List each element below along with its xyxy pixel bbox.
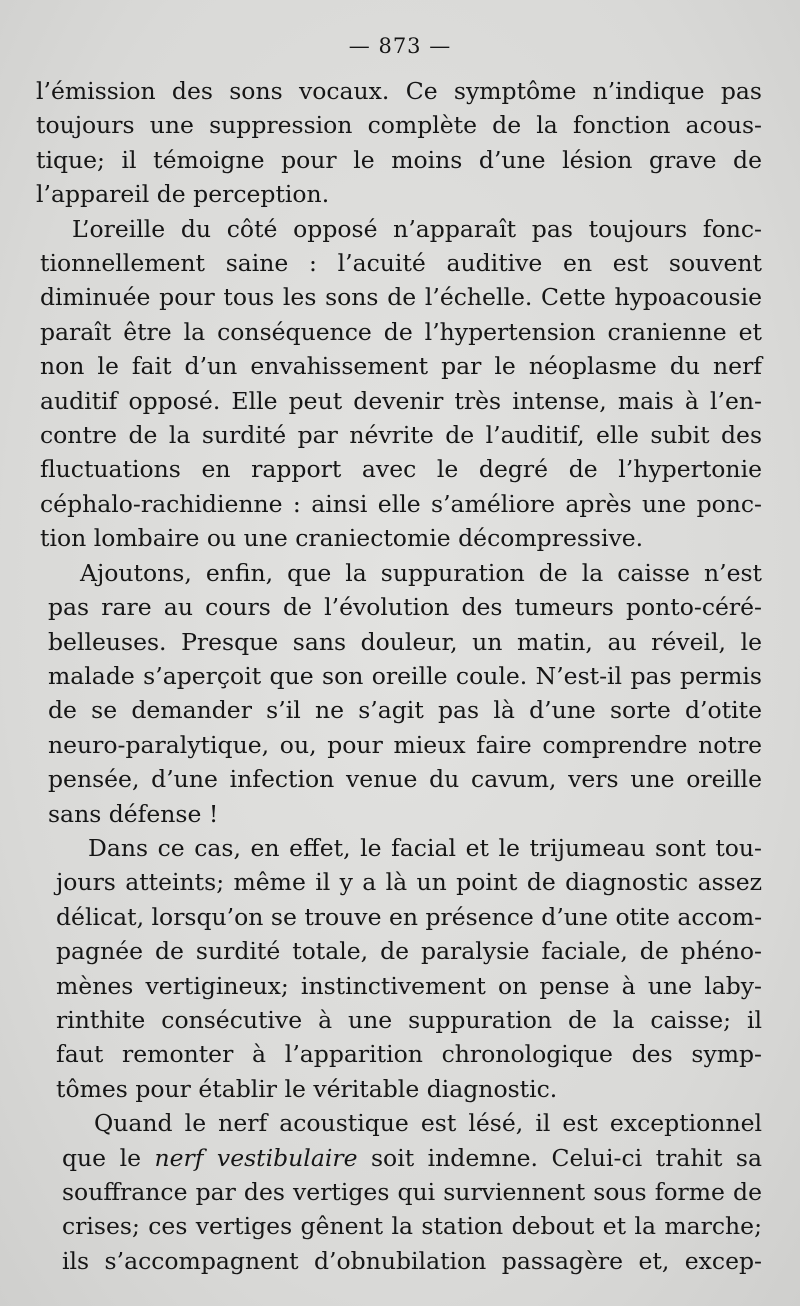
text-run: que le [62, 1143, 155, 1172]
text-line: de se demander s’il ne s’agit pas là d’une sorte d’otite [48, 696, 762, 725]
text-line: tique; il témoigne pour le moins d’une lésion grave de [36, 145, 762, 174]
text-line: rinthite consécutive à une suppuration de la caisse; il [56, 1005, 762, 1034]
text-line: contre de la surdité par névrite de l’auditif, elle subit des [40, 421, 762, 450]
text-line: ils s’accompagnent d’obnubilation passagère et, excep- [62, 1246, 762, 1275]
paragraph-2 [40, 212, 762, 556]
text-line: non le fait d’un envahissement par le néoplasme du nerf [40, 352, 762, 381]
text-line: mènes vertigineux; instinctivement on pense à une laby- [56, 971, 762, 1000]
text-line: Ajoutons, enfin, que la suppuration de la caisse n’est [80, 558, 762, 587]
text-line: jours atteints; même il y a là un point de diagnostic assez [56, 868, 762, 897]
text-line: tion lombaire ou une craniectomie décompressive. [40, 524, 644, 553]
text-line: pas rare au cours de l’évolution des tumeurs ponto-céré- [48, 593, 762, 622]
text-line: souffrance par des vertiges qui surviennent sous forme de [62, 1178, 762, 1206]
italic-term: nerf vestibulaire [154, 1143, 358, 1172]
text-line: Quand le nerf acoustique est lésé, il est exceptionnel [94, 1109, 762, 1138]
text-line: céphalo-rachidienne : ainsi elle s’améliore après une ponc- [40, 489, 762, 518]
text-line: Dans ce cas, en effet, le facial et le trijumeau sont tou- [88, 833, 762, 862]
text-line: neuro-paralytique, ou, pour mieux faire comprendre notre [48, 730, 762, 759]
text-line: pagnée de surdité totale, de paralysie faciale, de phéno- [56, 937, 762, 966]
text-line: l’appareil de perception. [36, 180, 330, 209]
text-line: délicat, lorsqu’on se trouve en présence d’une otite accom- [56, 902, 763, 931]
paragraph-5 [62, 1106, 762, 1278]
text-line: tômes pour établir le véritable diagnostic. [56, 1074, 558, 1103]
text-line: paraît être la conséquence de l’hypertension cranienne et [40, 317, 762, 346]
text-body [36, 74, 762, 1278]
text-run: soit indemne. Celui-ci trahit sa [357, 1143, 762, 1172]
text-line: pensée, d’une infection venue du cavum, vers une oreille [48, 765, 762, 794]
text-line: auditif opposé. Elle peut devenir très intense, mais à l’en- [40, 386, 762, 415]
text-line: tionnellement saine : l’acuité auditive en est souvent [40, 249, 762, 278]
paragraph-1 [36, 74, 762, 212]
text-line [62, 1141, 762, 1175]
paragraph-4 [56, 831, 762, 1106]
page-number: — 873 — [348, 34, 452, 58]
text-line: crises; ces vertiges gênent la station debout et la marche; [62, 1212, 762, 1241]
text-line: l’émission des sons vocaux. Ce symptôme n’indique pas [36, 77, 762, 105]
text-line: malade s’aperçoit que son oreille coule. N’est-il pas permis [48, 661, 762, 690]
text-line: sans défense ! [48, 799, 219, 828]
text-line: toujours une suppression complète de la fonction acous- [36, 111, 762, 140]
text-line: fluctuations en rapport avec le degré de l’hypertonie [40, 455, 762, 484]
text-line: belleuses. Presque sans douleur, un matin, au réveil, le [48, 627, 762, 656]
paragraph-3 [48, 556, 762, 831]
text-line: L’oreille du côté opposé n’apparaît pas toujours fonc- [72, 214, 762, 243]
text-line: diminuée pour tous les sons de l’échelle. Cette hypoacousie [40, 283, 762, 312]
text-line: faut remonter à l’apparition chronologique des symp- [56, 1040, 762, 1069]
